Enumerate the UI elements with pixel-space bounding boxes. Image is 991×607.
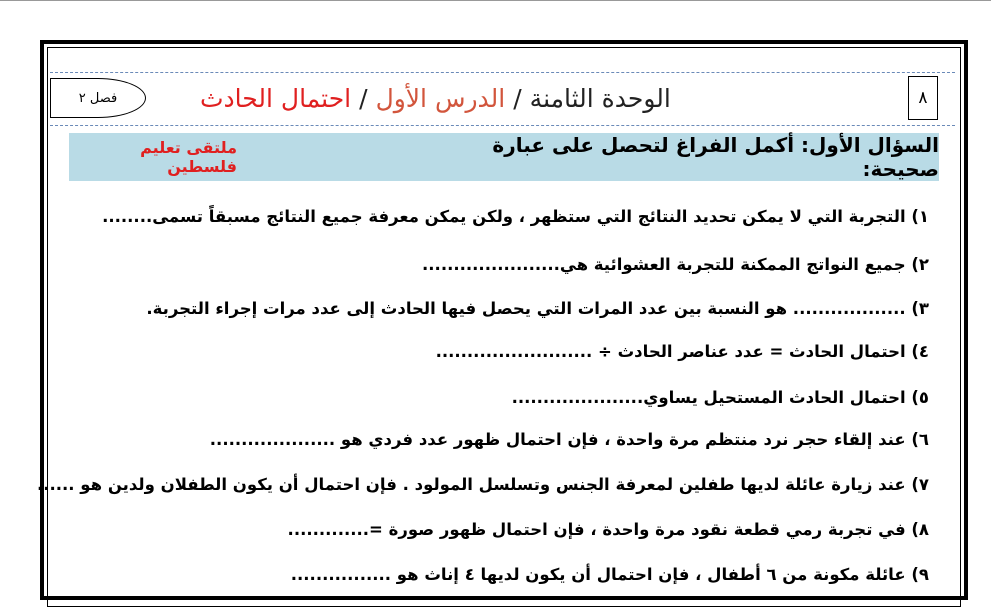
question-banner: [69, 133, 939, 181]
lesson-name: الدرس الأول: [375, 83, 506, 113]
question-item-2: ٢) جميع النواتج الممكنة للتجربة العشوائية هي......................: [422, 255, 929, 274]
question-title: السؤال الأول: أكمل الفراغ لتحصل على عبارة صحيحة:: [492, 133, 939, 181]
page-top-rule: [0, 0, 991, 1]
question-item-4: ٤) احتمال الحادث = عدد عناصر الحادث ÷ .........................: [435, 342, 929, 361]
question-item-5: ٥) احتمال الحادث المستحيل يساوي.....................: [511, 388, 929, 407]
question-item-7: ٧) عند زيارة عائلة لديها طفلين لمعرفة الجنس وتسلسل المولود . فإن احتمال أن يكون الطفلان ولدين هو ......: [36, 475, 929, 494]
question-item-8: ٨) في تجربة رمي قطعة نقود مرة واحدة ، فإن احتمال ظهور صورة =.............: [287, 520, 929, 539]
question-item-1: ١) التجربة التي لا يمكن تحديد النتائج التي ستظهر ، ولكن يمكن معرفة جميع النتائج مسبقاً تسمى........: [102, 207, 929, 226]
question-item-3: ٣) .................. هو النسبة بين عدد المرات التي يحصل فيها الحادث إلى عدد مرات إجراء التجربة.: [146, 299, 929, 318]
unit-number-box: ٨: [908, 76, 938, 120]
unit-title: الوحدة الثامنة: [529, 83, 671, 113]
topic-name: احتمال الحادث: [200, 83, 352, 113]
question-item-9: ٩) عائلة مكونة من ٦ أطفال ، فإن احتمال أن يكون لديها ٤ إناث هو ................: [290, 565, 929, 584]
title-separator-2: /: [359, 83, 368, 113]
term-tab: فصل ٢: [50, 78, 146, 118]
brand-label: ملتقى تعليم فلسطين: [140, 138, 237, 176]
lesson-title: [200, 80, 740, 116]
title-separator: /: [513, 83, 522, 113]
question-item-6: ٦) عند إلقاء حجر نرد منتظم مرة واحدة ، فإن احتمال ظهور عدد فردي هو ....................: [209, 430, 929, 449]
